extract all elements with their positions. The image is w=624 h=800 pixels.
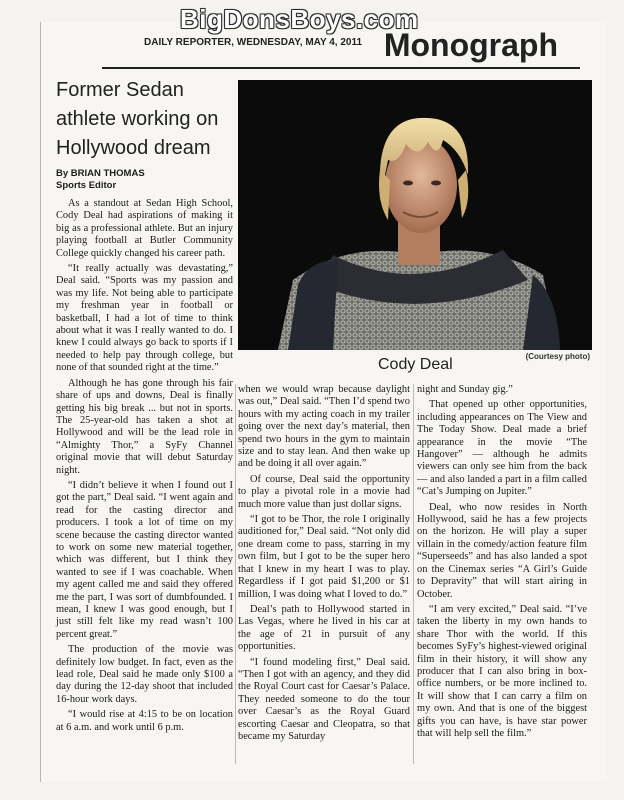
paragraph: Deal’s path to Hollywood started in Las Vegas, where he lived in his car at the age of 21 in pursuit of any opportunities.: [238, 603, 410, 653]
photo-caption-bar: [238, 352, 592, 380]
paragraph: “It really actually was devastating,” Deal said. “Sports was my passion and was my life. Not being able to participate my freshman year in football or basketball, I had a lot of time to think about what it was I really wanted to do. I knew I could always go back to sports if I needed to help pay through college, but none of that sounded right at the time.”: [56, 263, 233, 374]
column-rule: [413, 384, 414, 764]
article-photo: [238, 80, 592, 350]
paragraph: “I didn’t believe it when I found out I got the part,” Deal said. “I went again and read for the casting director and producers. I took a lot of time on my scene because the casting director wanted to work on some new material together, which was different, but I think they wanted to see if I was coachable. When my agent called me and said they offered me the part, I was sort of dumbfounded. I mean, I knew I was good enough, but I just still felt like my read wasn’t 100 percent great.”: [56, 479, 233, 640]
byline-title: Sports Editor: [56, 180, 117, 191]
article-column-1: [56, 198, 233, 737]
column-rule: [235, 384, 236, 764]
section-title: Monograph: [383, 27, 558, 63]
article-column-3: [417, 384, 587, 743]
paragraph: Of course, Deal said the opportunity to play a pivotal role in a movie had much more value than just dollar signs.: [238, 473, 410, 510]
paragraph: The production of the movie was definitely low budget. In fact, even as the lead role, Deal said he made only $100 a day during the 12-day shoot that included 16-hour work days.: [56, 644, 233, 705]
paragraph: when we would wrap because daylight was out,” Deal said. “Then I’d spend two hours with my acting coach in my trailer going over the next day’s material, then spend two hours in the gym to maintain size and to stay lean. And then wake up and be doing it all over again.”: [238, 384, 410, 470]
paragraph: Deal, who now resides in North Hollywood, said he has a few projects on the horizon. He will play a super villain in the comedy/action feature film “Superseeds” and has also landed a spot on the Cinemax series “A Girl’s Guide to Depravity” that will start airing in October.: [417, 501, 587, 600]
article-headline: Former Sedan athlete working on Hollywood dream: [56, 79, 219, 159]
paragraph: As a standout at Sedan High School, Cody Deal had aspirations of making it big as a professional athlete. But an injury playing football at Butler Community College quickly changed his career path.: [56, 198, 233, 259]
paragraph: “I found modeling first,” Deal said. “Then I got with an agency, and they did the Royal Court cast for Caesar’s Palace. They needed someone to do the tour over Caesar’s as the Royal Guard escorting Caesar and Cleopatra, so that became my Saturday: [238, 656, 410, 742]
photo-portrait-illustration: [238, 80, 592, 350]
paragraph: That opened up other opportunities, including appearances on The View and The Today Show. Deal made a brief appearance in the movie “The Hangover” — although he admits viewers can only see him from the back — and also landed a part in a film called “Cat’s Jumping on Jupiter.”: [417, 399, 587, 498]
paragraph: Although he has gone through his fair share of ups and downs, Deal is finally getting his big break ... but not in sports. The 25-year-old has taken a shot at Hollywood and will be the lead role in “Almighty Thor,” a SyFy Channel original movie that will debut Saturday night.: [56, 377, 233, 476]
photo-credit: (Courtesy photo): [525, 352, 590, 361]
paragraph: night and Sunday gig.”: [417, 384, 513, 395]
paper-dateline: DAILY REPORTER, WEDNESDAY, MAY 4, 2011: [144, 37, 363, 48]
paragraph: “I got to be Thor, the role I originally auditioned for,” Deal said. “Not only did one dream come to pass, starring in my own film, but I got to be the super hero that I knew in my heart I was to play. Regardless if I got paid $1,200 or $1 million, I was doing what I loved to do.”: [238, 514, 410, 600]
photo-caption: Cody Deal: [378, 356, 453, 373]
article-column-2: [238, 384, 410, 746]
site-watermark: BigDonsBoys.com: [180, 4, 419, 34]
paragraph: “I am very excited,” Deal said. “I’ve taken the liberty in my own hands to share Thor with the world. If this becomes SyFy’s highest-viewed original film in their history, it will show any producer that I can also bring in box-office numbers, or be more inclined to. It will show that I can carry a film on my own. And that is one of the biggest gifts you can have, is have star power that will help sell the film.”: [417, 603, 587, 739]
byline-author: By BRIAN THOMAS: [56, 168, 145, 179]
byline: [56, 168, 232, 192]
paragraph: “I would rise at 4:15 to be on location at 6 a.m. and work until 6 p.m.: [56, 709, 233, 733]
